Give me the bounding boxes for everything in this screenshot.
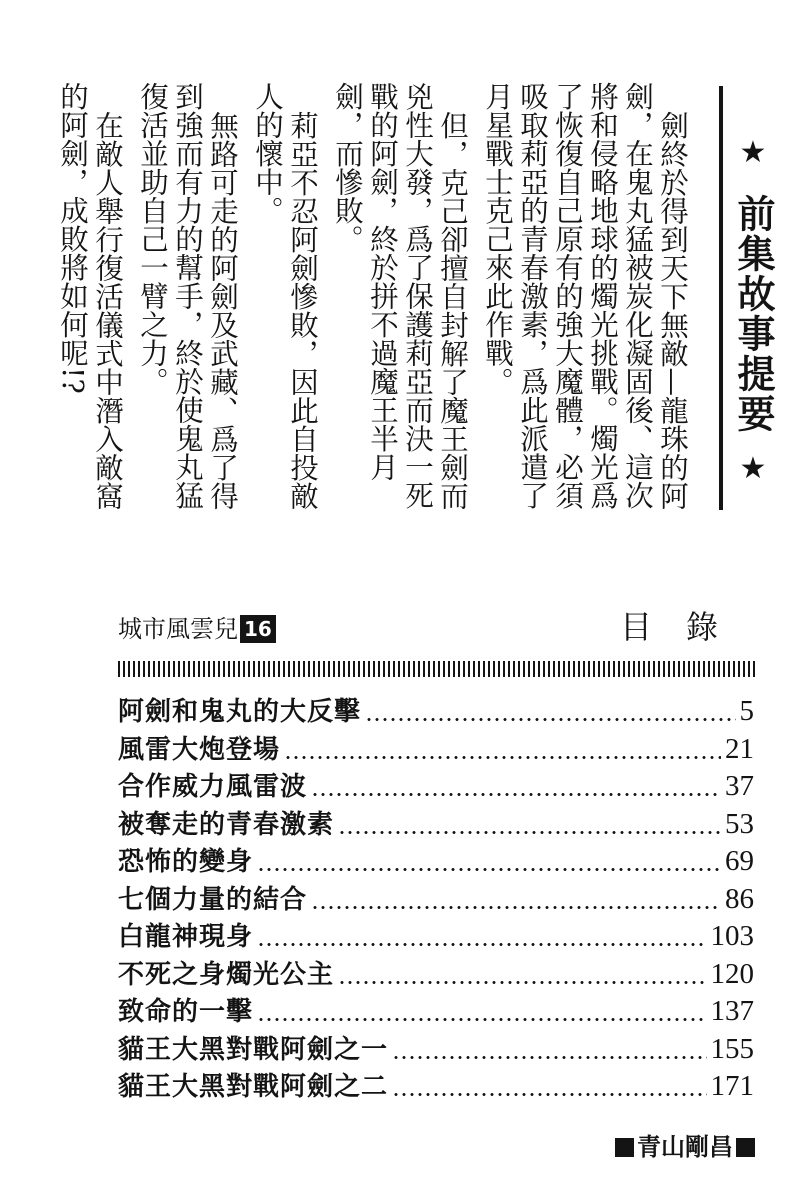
toc-entry-page: 137 (710, 995, 754, 1027)
toc-entry-title: 致命的一擊 (118, 997, 254, 1027)
toc-entry-page: 53 (725, 807, 754, 840)
star-icon: ★ (739, 135, 767, 170)
star-icon: ★ (739, 451, 767, 486)
toc-entry[interactable] (118, 918, 754, 956)
toc-entry[interactable] (118, 768, 754, 806)
toc-entry-page: 37 (725, 770, 754, 802)
toc-entry-page: 21 (725, 732, 754, 765)
toc-entry-title: 阿劍和鬼丸的大反擊 (118, 697, 362, 727)
author-credit (612, 1130, 758, 1164)
leader-dots (257, 867, 721, 872)
leader-dots (257, 942, 706, 947)
leader-dots (338, 980, 706, 985)
toc-entry-page: 171 (710, 1070, 754, 1102)
series-title (118, 611, 276, 647)
toc-entry-title: 七個力量的結合 (118, 884, 308, 915)
toc-title: 目錄 (619, 608, 752, 646)
toc-entry[interactable] (118, 731, 754, 769)
toc-entry-title: 不死之身燭光公主 (118, 959, 335, 990)
square-bullet-icon (615, 1138, 634, 1157)
toc-entry-title: 貓王大黑對戰阿劍之一 (118, 1034, 389, 1065)
synopsis-paragraph: 在敵人舉行復活儀式中潛入敵窩的阿劍，成敗將如何呢!? (56, 82, 124, 510)
toc-entry[interactable] (118, 881, 754, 919)
author-name: 青山剛昌 (637, 1133, 733, 1161)
toc-entry-title: 恐怖的變身 (118, 847, 254, 877)
toc-header (118, 605, 758, 653)
square-bullet-icon (736, 1138, 755, 1157)
leader-dots (392, 1055, 706, 1060)
toc-entry-title: 被奪走的青春激素 (118, 809, 335, 840)
toc-entry[interactable] (118, 956, 754, 994)
leader-dots (284, 755, 721, 760)
series-name: 城市風雲兒 (118, 615, 238, 643)
toc-entry-title: 貓王大黑對戰阿劍之二 (118, 1072, 389, 1102)
toc-entry[interactable] (118, 1068, 754, 1106)
volume-number-badge: 16 (240, 615, 276, 643)
leader-dots (311, 792, 721, 797)
toc-entry[interactable] (118, 1031, 754, 1069)
toc-list (118, 693, 754, 1106)
synopsis-paragraph: 無路可走的阿劍及武藏、爲了得到強而有力的幫手，終於使鬼丸猛復活並助自己一臂之力。 (136, 82, 239, 510)
synopsis-heading (728, 130, 778, 490)
leader-dots (365, 717, 735, 722)
toc-entry-page: 155 (710, 1032, 754, 1065)
heading-divider (719, 86, 723, 510)
toc-entry-title: 風雷大炮登場 (118, 734, 281, 765)
toc-entry-page: 86 (725, 882, 754, 915)
toc-entry-title: 合作威力風雷波 (118, 772, 308, 802)
leader-dots (257, 1017, 706, 1022)
toc-entry-page: 120 (710, 957, 754, 990)
synopsis-paragraph: 但，克己卻擅自封解了魔王劍而兇性大發，爲了保護莉亞而決一死戰的阿劍，終於拼不過魔王半月劍，而慘敗。 (331, 82, 469, 510)
toc-entry[interactable] (118, 693, 754, 731)
leader-dots (311, 905, 721, 910)
toc-entry[interactable] (118, 843, 754, 881)
toc-entry[interactable] (118, 993, 754, 1031)
toc-entry-page: 103 (710, 920, 754, 952)
synopsis-text-block (56, 82, 690, 522)
leader-dots (392, 1092, 706, 1097)
toc-entry-page: 5 (739, 695, 754, 727)
leader-dots (338, 830, 721, 835)
synopsis-heading-title: 前集故事提要 (731, 194, 775, 434)
toc-entry-page: 69 (725, 845, 754, 877)
synopsis-paragraph: 莉亞不忍阿劍慘敗，因此自投敵人的懷中。 (251, 82, 319, 510)
toc-entry[interactable] (118, 806, 754, 844)
decorative-tick-rule (118, 661, 756, 677)
synopsis-paragraph: 劍終於得到天下無敵—龍珠的阿劍，在鬼丸猛被炭化凝固後、這次將和侵略地球的燭光挑戰。燭光爲了恢復自己原有的強大魔體，必須吸取莉亞的青春激素，爲此派遣了月星戰士克己來此作戰。 (481, 82, 689, 510)
toc-entry-title: 白龍神現身 (118, 922, 254, 952)
